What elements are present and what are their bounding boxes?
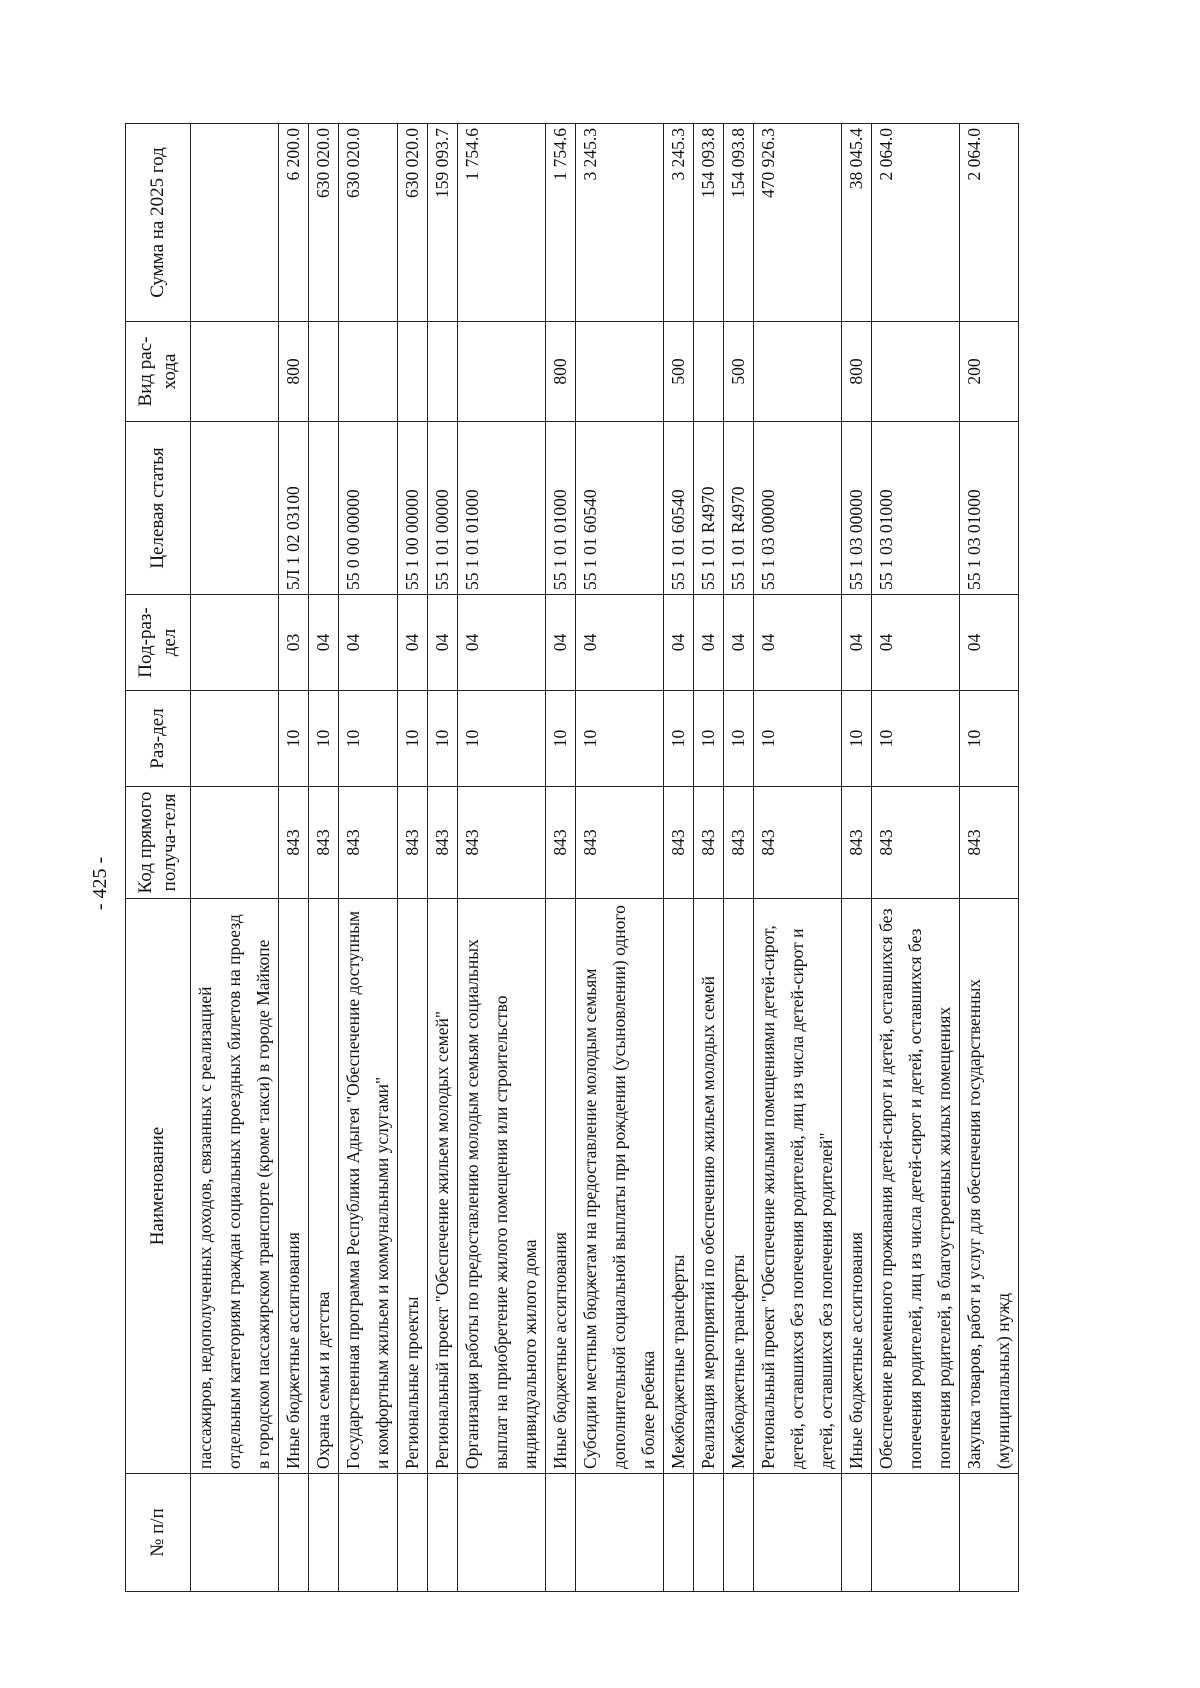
row-recipient-code bbox=[191, 787, 279, 899]
row-num bbox=[309, 1474, 339, 1592]
row-recipient-code: 843 bbox=[339, 787, 398, 899]
page-number bbox=[86, 838, 116, 928]
row-subsection: 04 bbox=[398, 595, 428, 691]
row-name: Межбюджетные трансферты bbox=[724, 899, 754, 1474]
row-sum: 630 020.0 bbox=[339, 124, 398, 322]
row-section bbox=[191, 691, 279, 787]
row-subsection: 04 bbox=[546, 595, 576, 691]
table-row bbox=[458, 124, 546, 1592]
row-name: Организация работы по предоставлению молодым семьям социальных выплат на приобретение жилого помещения или строительство индивидуального жилого дома bbox=[458, 899, 546, 1474]
row-subsection: 04 bbox=[339, 595, 398, 691]
table-row bbox=[398, 124, 428, 1592]
row-section: 10 bbox=[428, 691, 458, 787]
row-name: Реализация мероприятий по обеспечению жильем молодых семей bbox=[694, 899, 724, 1474]
row-subsection: 04 bbox=[576, 595, 664, 691]
table-row bbox=[664, 124, 694, 1592]
row-target-article: 55 1 01 01000 bbox=[546, 422, 576, 595]
row-name: Обеспечение временного проживания детей-сирот и детей, оставшихся без попечения родителей, лиц из числа детей-сирот и детей, оставшихся без попечения родителей, в благоустроенных жилых помещениях bbox=[872, 899, 960, 1474]
row-num bbox=[191, 1474, 279, 1592]
row-expense-type: 200 bbox=[960, 322, 1019, 422]
row-target-article: 55 1 01 R4970 bbox=[724, 422, 754, 595]
row-expense-type: 800 bbox=[279, 322, 309, 422]
table-row bbox=[960, 124, 1019, 1592]
row-sum: 3 245.3 bbox=[664, 124, 694, 322]
row-num bbox=[694, 1474, 724, 1592]
row-num bbox=[724, 1474, 754, 1592]
table-row bbox=[754, 124, 842, 1592]
row-subsection bbox=[191, 595, 279, 691]
row-target-article: 55 1 01 60540 bbox=[576, 422, 664, 595]
row-section: 10 bbox=[279, 691, 309, 787]
row-target-article: 55 1 03 01000 bbox=[872, 422, 960, 595]
table-row bbox=[872, 124, 960, 1592]
row-sum: 630 020.0 bbox=[309, 124, 339, 322]
row-recipient-code: 843 bbox=[576, 787, 664, 899]
row-section: 10 bbox=[754, 691, 842, 787]
row-expense-type bbox=[309, 322, 339, 422]
row-name: пассажиров, недополученных доходов, связанных с реализацией отдельным категориям граждан социальных проездных билетов на проезд в городском пассажирском транспорте (кроме такси) в городе Майкопе bbox=[191, 899, 279, 1474]
header-subsection: Под-раз-дел bbox=[126, 595, 191, 691]
row-section: 10 bbox=[664, 691, 694, 787]
row-num bbox=[872, 1474, 960, 1592]
row-subsection: 04 bbox=[458, 595, 546, 691]
row-sum: 1 754.6 bbox=[546, 124, 576, 322]
row-recipient-code: 843 bbox=[664, 787, 694, 899]
row-name: Региональные проекты bbox=[398, 899, 428, 1474]
row-sum: 2 064.0 bbox=[872, 124, 960, 322]
table-header-row bbox=[126, 124, 191, 1592]
row-target-article: 55 1 03 00000 bbox=[754, 422, 842, 595]
row-expense-type: 800 bbox=[546, 322, 576, 422]
row-num bbox=[754, 1474, 842, 1592]
row-section: 10 bbox=[309, 691, 339, 787]
row-target-article bbox=[309, 422, 339, 595]
row-recipient-code: 843 bbox=[842, 787, 872, 899]
row-target-article: 55 0 00 00000 bbox=[339, 422, 398, 595]
header-target: Целевая статья bbox=[126, 422, 191, 595]
row-expense-type bbox=[191, 322, 279, 422]
budget-table bbox=[125, 123, 1019, 1592]
row-expense-type bbox=[398, 322, 428, 422]
row-subsection: 04 bbox=[724, 595, 754, 691]
row-subsection: 04 bbox=[842, 595, 872, 691]
row-sum: 470 926.3 bbox=[754, 124, 842, 322]
row-name: Иные бюджетные ассигнования bbox=[279, 899, 309, 1474]
row-num bbox=[664, 1474, 694, 1592]
row-sum: 630 020.0 bbox=[398, 124, 428, 322]
table-row bbox=[279, 124, 309, 1592]
row-name: Межбюджетные трансферты bbox=[664, 899, 694, 1474]
row-target-article bbox=[191, 422, 279, 595]
row-sum: 154 093.8 bbox=[694, 124, 724, 322]
row-expense-type bbox=[428, 322, 458, 422]
row-sum: 6 200.0 bbox=[279, 124, 309, 322]
row-num bbox=[458, 1474, 546, 1592]
row-subsection: 04 bbox=[694, 595, 724, 691]
page-number-text: - 425 - bbox=[89, 856, 112, 910]
row-expense-type: 800 bbox=[842, 322, 872, 422]
row-subsection: 04 bbox=[872, 595, 960, 691]
row-name: Региональный проект "Обеспечение жильем молодых семей" bbox=[428, 899, 458, 1474]
row-subsection: 04 bbox=[754, 595, 842, 691]
header-name: Наименование bbox=[126, 899, 191, 1474]
row-expense-type bbox=[694, 322, 724, 422]
row-num bbox=[842, 1474, 872, 1592]
row-subsection: 04 bbox=[428, 595, 458, 691]
row-expense-type bbox=[754, 322, 842, 422]
row-recipient-code: 843 bbox=[872, 787, 960, 899]
header-expense-type: Вид рас-хода bbox=[126, 322, 191, 422]
row-sum: 154 093.8 bbox=[724, 124, 754, 322]
row-name: Государственная программа Республики Адыгея "Обеспечение доступным и комфортным жильем и коммунальными услугами" bbox=[339, 899, 398, 1474]
row-subsection: 04 bbox=[309, 595, 339, 691]
row-name: Иные бюджетные ассигнования bbox=[842, 899, 872, 1474]
row-num bbox=[398, 1474, 428, 1592]
row-recipient-code: 843 bbox=[458, 787, 546, 899]
row-target-article: 55 1 01 00000 bbox=[428, 422, 458, 595]
row-subsection: 03 bbox=[279, 595, 309, 691]
row-num bbox=[960, 1474, 1019, 1592]
row-expense-type: 500 bbox=[724, 322, 754, 422]
row-subsection: 04 bbox=[960, 595, 1019, 691]
row-sum: 3 245.3 bbox=[576, 124, 664, 322]
row-num bbox=[546, 1474, 576, 1592]
table-row bbox=[694, 124, 724, 1592]
row-section: 10 bbox=[339, 691, 398, 787]
row-section: 10 bbox=[960, 691, 1019, 787]
row-sum: 159 093.7 bbox=[428, 124, 458, 322]
row-target-article: 55 1 01 01000 bbox=[458, 422, 546, 595]
table-row bbox=[546, 124, 576, 1592]
row-target-article: 55 1 03 00000 bbox=[842, 422, 872, 595]
row-name: Иные бюджетные ассигнования bbox=[546, 899, 576, 1474]
row-name: Охрана семьи и детства bbox=[309, 899, 339, 1474]
row-recipient-code: 843 bbox=[279, 787, 309, 899]
row-num bbox=[279, 1474, 309, 1592]
row-section: 10 bbox=[694, 691, 724, 787]
table-row bbox=[842, 124, 872, 1592]
row-expense-type bbox=[339, 322, 398, 422]
row-expense-type: 500 bbox=[664, 322, 694, 422]
row-target-article: 55 1 00 00000 bbox=[398, 422, 428, 595]
row-target-article: 55 1 01 R4970 bbox=[694, 422, 724, 595]
row-section: 10 bbox=[398, 691, 428, 787]
row-num bbox=[428, 1474, 458, 1592]
row-recipient-code: 843 bbox=[428, 787, 458, 899]
row-name: Субсидии местным бюджетам на предоставление молодым семьям дополнительной социальной выплаты при рождении (усыновлении) одного и более ребенка bbox=[576, 899, 664, 1474]
table-row bbox=[724, 124, 754, 1592]
row-recipient-code: 843 bbox=[546, 787, 576, 899]
row-section: 10 bbox=[724, 691, 754, 787]
row-recipient-code: 843 bbox=[724, 787, 754, 899]
row-expense-type bbox=[458, 322, 546, 422]
row-name: Региональный проект "Обеспечение жилыми помещениями детей-сирот, детей, оставшихся без попечения родителей, лиц из числа детей-сирот и детей, оставшихся без попечения родителей" bbox=[754, 899, 842, 1474]
row-recipient-code: 843 bbox=[694, 787, 724, 899]
row-sum bbox=[191, 124, 279, 322]
row-expense-type bbox=[576, 322, 664, 422]
rotated-table-area bbox=[125, 124, 1080, 1592]
row-subsection: 04 bbox=[664, 595, 694, 691]
row-sum: 1 754.6 bbox=[458, 124, 546, 322]
row-target-article: 5Л 1 02 03100 bbox=[279, 422, 309, 595]
row-section: 10 bbox=[576, 691, 664, 787]
row-section: 10 bbox=[872, 691, 960, 787]
table-row bbox=[576, 124, 664, 1592]
row-num bbox=[339, 1474, 398, 1592]
row-recipient-code: 843 bbox=[960, 787, 1019, 899]
table-row bbox=[309, 124, 339, 1592]
row-target-article: 55 1 01 60540 bbox=[664, 422, 694, 595]
row-section: 10 bbox=[458, 691, 546, 787]
header-num: № п/п bbox=[126, 1474, 191, 1592]
table-row bbox=[339, 124, 398, 1592]
row-sum: 38 045.4 bbox=[842, 124, 872, 322]
table-row bbox=[428, 124, 458, 1592]
row-recipient-code: 843 bbox=[309, 787, 339, 899]
header-code: Код прямого получа-теля bbox=[126, 787, 191, 899]
row-recipient-code: 843 bbox=[398, 787, 428, 899]
table-row bbox=[191, 124, 279, 1592]
row-expense-type bbox=[872, 322, 960, 422]
row-section: 10 bbox=[842, 691, 872, 787]
row-num bbox=[576, 1474, 664, 1592]
row-name: Закупка товаров, работ и услуг для обеспечения государственных (муниципальных) нужд bbox=[960, 899, 1019, 1474]
row-section: 10 bbox=[546, 691, 576, 787]
header-section: Раз-дел bbox=[126, 691, 191, 787]
row-target-article: 55 1 03 01000 bbox=[960, 422, 1019, 595]
row-sum: 2 064.0 bbox=[960, 124, 1019, 322]
row-recipient-code: 843 bbox=[754, 787, 842, 899]
header-sum: Сумма на 2025 год bbox=[126, 124, 191, 322]
